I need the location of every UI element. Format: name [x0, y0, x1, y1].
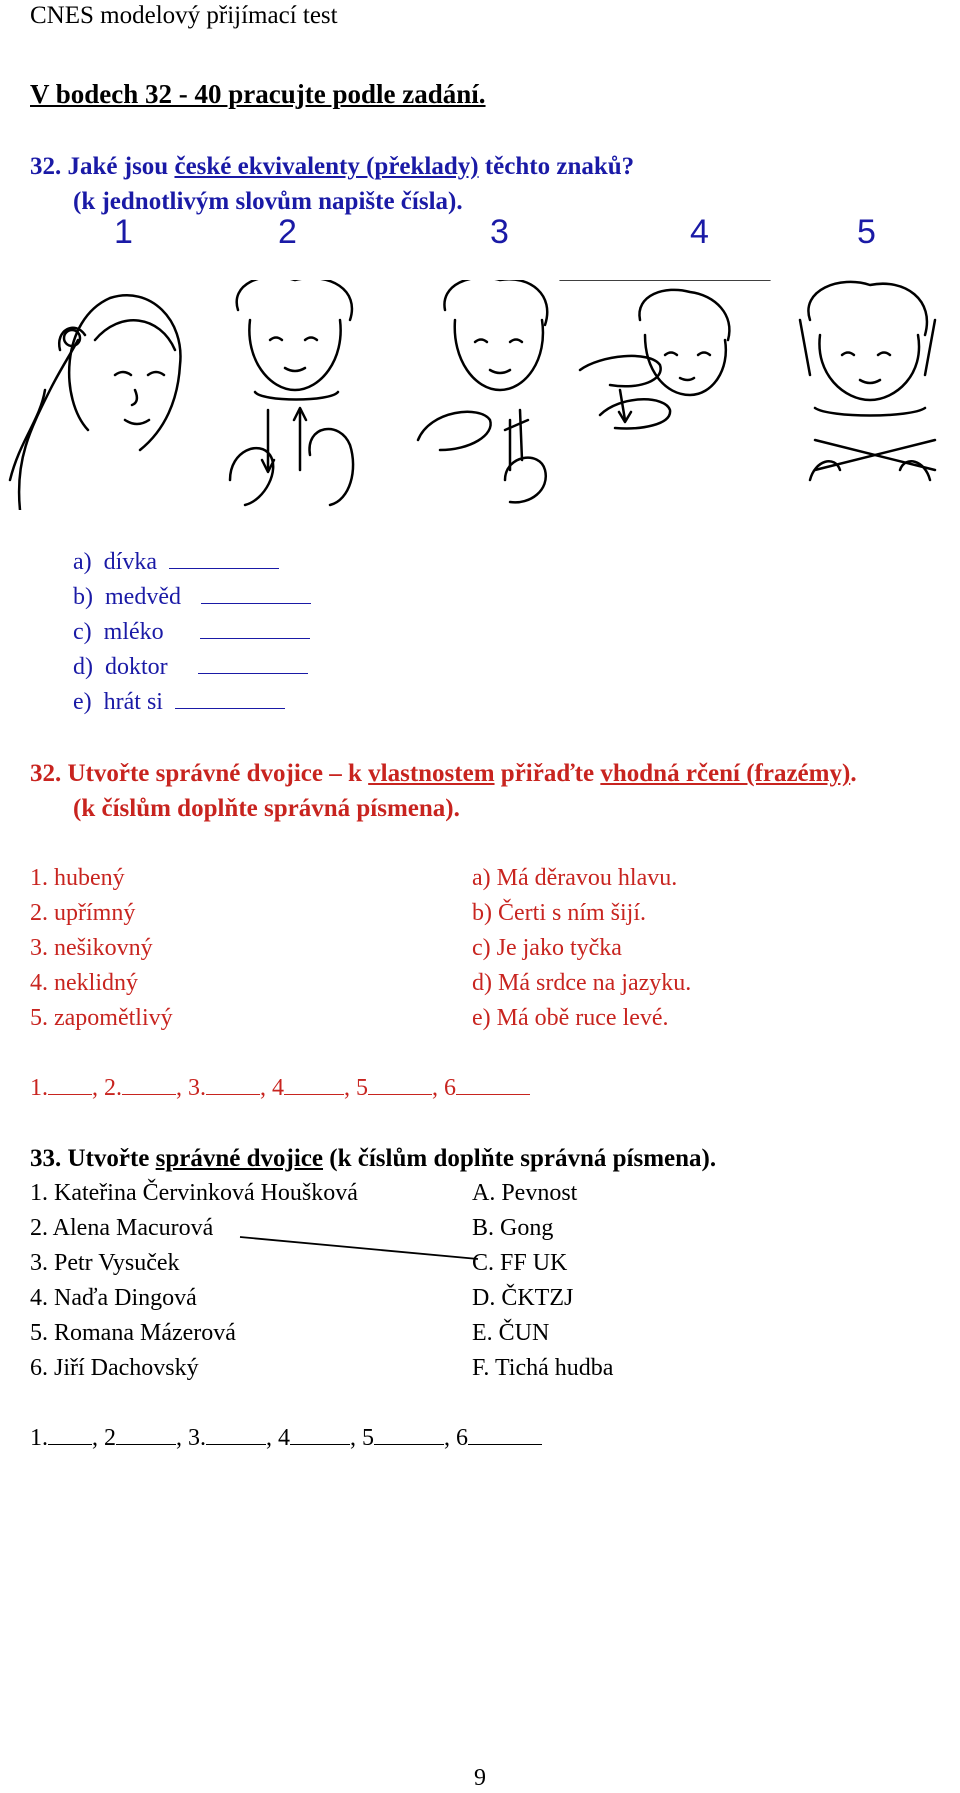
- answer-label: , 4: [260, 1075, 284, 1101]
- idiom-item: a) Má děravou hlavu.: [472, 865, 678, 891]
- option-word: hrát si: [103, 689, 163, 715]
- question-32-subtitle: (k jednotlivým slovům napište čísla).: [73, 188, 463, 215]
- question-text-underlined: vlastnostem: [368, 760, 495, 787]
- page-number: 9: [474, 1765, 486, 1791]
- answer-label: 1.: [30, 1425, 48, 1451]
- document-header: CNES modelový přijímací test: [30, 2, 338, 29]
- person-item: 2. Alena Macurová: [30, 1215, 214, 1241]
- option-word: doktor: [105, 654, 168, 680]
- option-label: d): [73, 654, 93, 680]
- question-text: .: [850, 760, 857, 787]
- answer-blank[interactable]: [290, 1426, 350, 1445]
- idiom-item: c) Je jako tyčka: [472, 935, 622, 961]
- option-label: b): [73, 584, 93, 610]
- trait-item: 2. upřímný: [30, 900, 136, 926]
- answer-label: , 6: [444, 1425, 468, 1451]
- answer-line: [30, 1425, 542, 1452]
- person-item: 4. Naďa Dingová: [30, 1285, 197, 1311]
- institution-item: A. Pevnost: [472, 1180, 578, 1206]
- question-text-underlined: české ekvivalenty (překlady): [174, 153, 479, 180]
- answer-blank[interactable]: [206, 1426, 266, 1445]
- question-number: 33.: [30, 1145, 62, 1172]
- institution-item: E. ČUN: [472, 1320, 550, 1346]
- person-item: 3. Petr Vysuček: [30, 1250, 180, 1276]
- answer-label: , 5: [344, 1075, 368, 1101]
- option-word: medvěd: [105, 584, 181, 610]
- question-32b-subtitle: (k číslům doplňte správná písmena).: [73, 795, 460, 822]
- sign-number-2: 2: [278, 213, 297, 251]
- option-word: dívka: [103, 549, 157, 575]
- sign-number-1: 1: [114, 213, 133, 251]
- idiom-item: e) Má obě ruce levé.: [472, 1005, 669, 1031]
- answer-label: , 4: [266, 1425, 290, 1451]
- institution-item: D. ČKTZJ: [472, 1285, 574, 1311]
- answer-label: , 6: [432, 1075, 456, 1101]
- question-number: 32.: [30, 760, 62, 787]
- question-text-underlined: vhodná rčení (frazémy): [600, 760, 851, 787]
- option-label: e): [73, 689, 92, 715]
- idiom-item: b) Čerti s ním šijí.: [472, 900, 646, 926]
- question-text: Utvořte: [67, 1145, 150, 1172]
- institution-item: B. Gong: [472, 1215, 554, 1241]
- answer-label: , 5: [350, 1425, 374, 1451]
- answer-blank[interactable]: [374, 1426, 444, 1445]
- option-label: c): [73, 619, 92, 645]
- answer-blank[interactable]: [468, 1426, 542, 1445]
- answer-blank[interactable]: [48, 1426, 92, 1445]
- answer-label: , 3.: [176, 1075, 206, 1101]
- option-label: a): [73, 549, 92, 575]
- person-item: 6. Jiří Dachovský: [30, 1355, 199, 1381]
- question-text: (k číslům doplňte správná písmena).: [329, 1145, 717, 1172]
- answer-label: , 3.: [176, 1425, 206, 1451]
- option-word: mléko: [103, 619, 164, 645]
- sign-number-4: 4: [690, 213, 709, 251]
- person-item: 5. Romana Mázerová: [30, 1320, 236, 1346]
- question-text: přiřaďte: [500, 760, 595, 787]
- question-text: Jaké jsou: [67, 153, 169, 180]
- answer-label: 1.: [30, 1075, 48, 1101]
- answer-label: , 2.: [92, 1075, 122, 1101]
- trait-item: 5. zapomětlivý: [30, 1005, 173, 1031]
- trait-item: 4. neklidný: [30, 970, 138, 996]
- trait-item: 1. hubený: [30, 865, 125, 891]
- section-instruction: V bodech 32 - 40 pracujte podle zadání.: [30, 79, 486, 109]
- sign-number-3: 3: [490, 213, 509, 251]
- institution-item: F. Tichá hudba: [472, 1355, 614, 1381]
- answer-blank[interactable]: [116, 1426, 176, 1445]
- question-text: Utvořte správné dvojice – k: [67, 760, 362, 787]
- question-text-underlined: správné dvojice: [155, 1145, 324, 1172]
- trait-item: 3. nešikovný: [30, 935, 153, 961]
- sign-number-5: 5: [857, 213, 876, 251]
- idiom-item: d) Má srdce na jazyku.: [472, 970, 692, 996]
- person-item: 1. Kateřina Červinková Houšková: [30, 1180, 358, 1206]
- question-number: 32.: [30, 153, 62, 180]
- answer-label: , 2: [92, 1425, 116, 1451]
- question-text: těchto znaků?: [484, 153, 635, 180]
- institution-item: C. FF UK: [472, 1250, 568, 1276]
